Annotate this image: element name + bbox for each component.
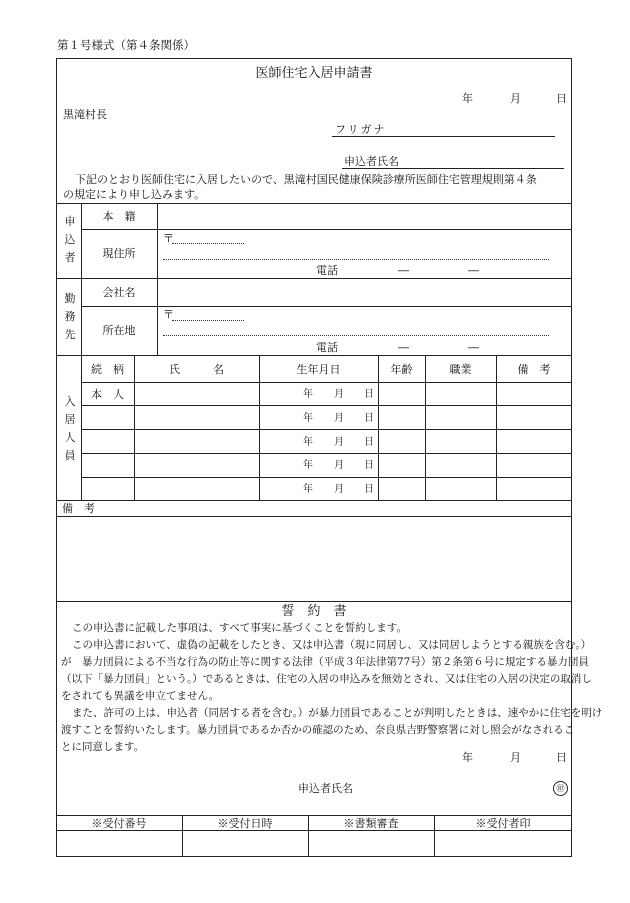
divider — [81, 355, 82, 500]
divider — [378, 355, 379, 500]
pledge-paragraph-3-line-3: とに同意します。 — [61, 741, 145, 753]
resident-row-4-month: 月 — [334, 460, 344, 471]
honseki-label: 本 籍 — [102, 210, 136, 223]
residents-section-label: 入居人員 — [64, 395, 76, 462]
divider — [134, 355, 135, 500]
resident-row-5-day: 日 — [364, 484, 374, 495]
work-phone-label: 電話 — [316, 341, 338, 354]
seal-mark: ㊞ — [553, 781, 568, 796]
date-day-label: 日 — [556, 92, 567, 105]
pledge-paragraph-2-line-4: をされても異議を申立てません。 — [61, 690, 220, 702]
address-postal-line[interactable] — [172, 243, 244, 244]
pledge-day-label: 日 — [556, 751, 567, 764]
applicant-name-label: 申込者氏名 — [344, 155, 399, 168]
divider — [81, 306, 572, 307]
office-header-document-review: ※書類審査 — [343, 817, 399, 830]
form-number: 第１号様式（第４条関係） — [57, 38, 195, 52]
divider — [81, 453, 572, 454]
intro-line-2: の規定により申し込みます。 — [63, 188, 206, 201]
col-header-relation: 続 柄 — [91, 363, 124, 376]
address-phone-dash-2: ― — [468, 264, 479, 277]
pledge-paragraph-3-line-1: また、許可の上は、申込者（同居する者を含む。）が暴力団員であることが判明したときは、速やかに住宅を明け — [72, 707, 603, 719]
work-postal-line[interactable] — [172, 320, 244, 321]
work-postal-mark: 〒 — [163, 308, 174, 321]
divider — [56, 500, 572, 501]
office-header-receipt-number: ※受付番号 — [91, 817, 147, 830]
work-address-line[interactable] — [163, 335, 549, 336]
resident-row-1-relation: 本 人 — [91, 388, 124, 401]
page-title: 医師住宅入居申請書 — [255, 66, 373, 81]
work-phone-dash-2: ― — [468, 341, 479, 354]
pledge-paragraph-2-line-3: （以下「暴力団員」という。）であるときは、住宅の入居の申込みを無効とされ、又は住宅の入居の決定の取消し — [61, 673, 592, 685]
resident-row-3-day: 日 — [364, 437, 374, 448]
pledge-month-label: 月 — [510, 751, 521, 764]
address-line[interactable] — [163, 259, 549, 260]
col-header-birthdate: 生年月日 — [296, 363, 341, 376]
resident-row-2-day: 日 — [364, 413, 374, 424]
work-phone-dash-1: ― — [398, 341, 409, 354]
divider — [81, 382, 572, 383]
divider — [157, 203, 158, 355]
resident-row-1-year: 年 — [303, 389, 313, 400]
date-month-label: 月 — [510, 92, 521, 105]
divider — [56, 516, 572, 517]
divider — [56, 815, 572, 816]
col-header-remarks: 備 考 — [517, 363, 551, 376]
pledge-name-label: 申込者氏名 — [298, 782, 353, 795]
office-header-receipt-datetime: ※受付日時 — [217, 817, 273, 830]
pledge-year-label: 年 — [462, 751, 473, 764]
address-postal-mark: 〒 — [163, 232, 174, 245]
resident-row-4-year: 年 — [303, 460, 313, 471]
remarks-label: 備 考 — [62, 502, 95, 515]
divider — [496, 355, 497, 500]
divider — [425, 355, 426, 500]
divider — [56, 278, 572, 279]
furigana-label: フリガナ — [335, 123, 387, 136]
divider — [81, 477, 572, 478]
resident-row-4-day: 日 — [364, 460, 374, 471]
resident-row-1-month: 月 — [334, 389, 344, 400]
pledge-paragraph-3-line-2: 渡すことを誓約いたします。暴力団員であるか否かの確認のため、奈良県吉野警察署に対し照会がなされるこ — [61, 724, 575, 736]
date-year-label: 年 — [462, 92, 473, 105]
pledge-title: 誓 約 書 — [281, 604, 347, 619]
divider — [81, 229, 572, 230]
address-phone-label: 電話 — [316, 264, 338, 277]
address-label: 現住所 — [102, 247, 136, 260]
divider — [56, 601, 572, 602]
resident-row-2-year: 年 — [303, 413, 313, 424]
pledge-paragraph-1: この申込書に記載した事項は、すべて事実に基づくことを誓約します。 — [72, 622, 407, 634]
resident-row-3-month: 月 — [334, 437, 344, 448]
furigana-line[interactable] — [332, 136, 555, 137]
addressee: 黒滝村長 — [63, 108, 107, 121]
resident-row-3-year: 年 — [303, 437, 313, 448]
divider — [56, 830, 572, 831]
company-label: 会社名 — [102, 286, 136, 299]
divider — [259, 355, 260, 500]
col-header-name: 氏 名 — [169, 363, 224, 376]
address-phone-dash-1: ― — [398, 264, 409, 277]
col-header-age: 年齢 — [390, 363, 413, 376]
divider — [56, 203, 572, 204]
pledge-paragraph-2-line-2: が 暴力団員による不当な行為の防止等に関する法律（平成３年法律第77号）第２条第６号に規定する暴力団員 — [61, 656, 589, 668]
office-header-receiver-seal: ※受付者印 — [475, 817, 531, 830]
pledge-paragraph-2-line-1: この申込書において、虚偽の記載をしたとき、又は申込書（現に同居し、又は同居しようとする親族を含む。） — [72, 639, 592, 651]
resident-row-2-month: 月 — [334, 413, 344, 424]
work-location-label: 所在地 — [102, 324, 136, 337]
divider — [81, 405, 572, 406]
intro-line-1: 下記のとおり医師住宅に入居したいので、黒滝村国民健康保険診療所医師住宅管理規則第４条 — [75, 173, 537, 186]
resident-row-1-day: 日 — [364, 389, 374, 400]
resident-row-5-year: 年 — [303, 484, 313, 495]
resident-row-5-month: 月 — [334, 484, 344, 495]
work-section-label: 勤務先 — [64, 292, 76, 341]
divider — [81, 429, 572, 430]
col-header-occupation: 職業 — [449, 363, 472, 376]
applicant-name-line[interactable] — [342, 168, 564, 169]
applicant-section-label: 申込者 — [64, 215, 76, 264]
